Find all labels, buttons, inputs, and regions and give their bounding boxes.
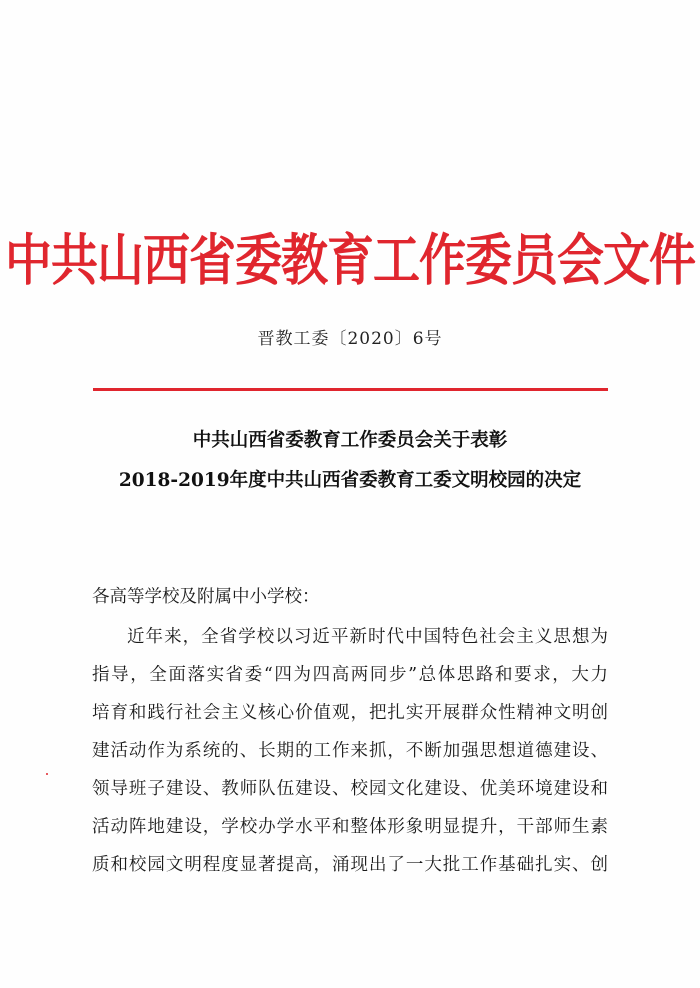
- document-number: 晋教工委〔2020〕6号: [257, 329, 443, 349]
- body-line: 质和校园文明程度显著提高，涌现出了一大批工作基础扎实、创: [92, 855, 608, 875]
- document-title-line-1: 中共山西省委教育工作委员会关于表彰: [192, 430, 508, 451]
- body-line: 指导，全面落实省委“四为四高两同步”总体思路和要求，大力: [92, 665, 608, 685]
- document-title-line-2: 2018-2019年度中共山西省委教育工委文明校园的决定: [118, 470, 582, 491]
- body-line: 领导班子建设、教师队伍建设、校园文化建设、优美环境建设和: [92, 779, 608, 799]
- body-line: 建活动作为系统的、长期的工作来抓，不断加强思想道德建设、: [92, 741, 608, 761]
- body-line: 近年来，全省学校以习近平新时代中国特色社会主义思想为: [127, 627, 608, 647]
- body-line: 培育和践行社会主义核心价值观，把扎实开展群众性精神文明创: [92, 703, 608, 723]
- body-line: 活动阵地建设，学校办学水平和整体形象明显提升，干部师生素: [92, 817, 608, 837]
- red-header-title: 中共山西省委教育工作委员会文件: [5, 228, 695, 294]
- salutation: 各高等学校及附属中小学校：: [92, 587, 320, 607]
- scan-speck: [46, 773, 48, 775]
- red-divider-line: [93, 388, 608, 391]
